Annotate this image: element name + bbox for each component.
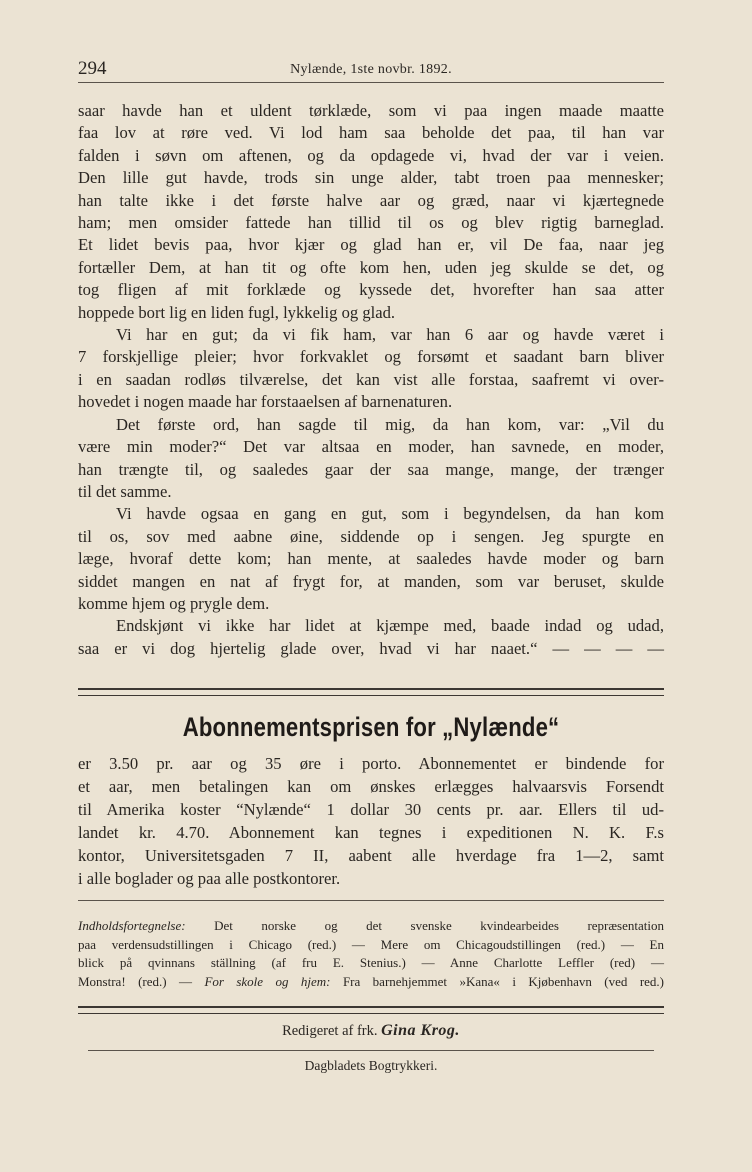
text-line: hoppede bort lig en liden fugl, lykkelig og glad. [78, 302, 396, 322]
contents-text: Det norske og det svenske kvindearbeides repræsentation [214, 918, 664, 933]
footer-divider [78, 1006, 664, 1014]
table-of-contents [78, 917, 664, 991]
editor-credit [78, 1022, 664, 1040]
text-line: saar havde han et uldent tørklæde, som vi paa ingen maade maatte [78, 101, 664, 120]
printer-divider [88, 1050, 654, 1051]
text-line: Vi har en gut; da vi fik ham, var han 6 aar og havde været i [116, 325, 664, 345]
contents-text: Fra barnehjemmet »Kana« i Kjøbenhavn (ved red.) [342, 973, 665, 989]
paragraph-5 [78, 615, 664, 660]
text-line: Et lidet bevis paa, hvor kjær og glad han er, vil De faa, naar jeg [78, 235, 664, 255]
text-line: til Amerika koster “Nylænde“ 1 dollar 30 cents pr. aar. Ellers til ud- [78, 800, 664, 819]
text-line: Endskjønt vi ikke har lidet at kjæmpe med, baade indad og udad, [116, 616, 664, 636]
text-line: være min moder?“ Det var altsaa en moder, han savnede, en moder, [78, 437, 664, 457]
paragraph-2 [78, 324, 664, 414]
page-header [78, 58, 664, 84]
contents-divider [78, 900, 664, 901]
text-line: han talte ikke i det første halve aar og græd, naar vi kjærtegnede [78, 190, 664, 210]
text-line: i alle boglader og paa alle postkontorer. [78, 869, 341, 888]
text-line: i en saadan rodløs tilværelse, det kan vist alle forstaa, saafremt vi over- [78, 369, 664, 389]
text-line: hovedet i nogen maade har forstaaelsen af barnenaturen. [78, 392, 453, 412]
subscription-title: Abonnementsprisen for „Nylænde“ [182, 712, 560, 742]
text-line: til os, sov med aabne øine, siddende op i sengen. Jeg spurgte en [78, 526, 664, 546]
running-head: Nylænde, 1ste novbr. 1892. [290, 62, 452, 77]
text-line: 7 forskjellige pleier; hvor forkvaklet og forsømt et saadant barn bliver [78, 347, 664, 367]
contents-text: paa verdensudstillingen i Chicago (red.) — Mere om Chicagoudstillingen (red.) — En [78, 936, 664, 952]
article-body [78, 100, 664, 660]
text-line: fortæller Dem, at han tit og ofte kom hen, uden jeg skulde se det, og [78, 257, 664, 277]
text-line: komme hjem og prygle dem. [78, 593, 270, 613]
text-line: Den lille gut havde, trods sin unge alder, tabt troen paa mennesker; [78, 168, 664, 188]
text-line: et aar, men betalingen kan om ønskes erlægges halvaarsvis Forsendt [78, 777, 664, 796]
text-line: landet kr. 4.70. Abonnement kan tegnes i expeditionen N. K. F.s [78, 823, 664, 842]
text-line: siddet mangen en nat af frygt for, at manden, som var beruset, skulde [78, 571, 664, 591]
text-line: læge, hvoraf dette kom; han mente, at saaledes havde moder og barn [78, 549, 664, 569]
text-line: Det første ord, han sagde til mig, da han kom, var: „Vil du [116, 414, 664, 434]
text-line: han trængte til, og saaledes gaar der saa mange, mange, der trænger [78, 459, 664, 479]
text-line: faa lov at røre ved. Vi lod ham saa beholde det paa, til han var [78, 123, 664, 143]
text-line: kontor, Universitetsgaden 7 II, aabent alle hverdage fra 1—2, samt [78, 846, 664, 865]
contents-label: Indholdsfortegnelse: [78, 918, 186, 933]
paragraph-1 [78, 100, 664, 324]
contents-text: Monstra! (red.) — [78, 973, 193, 989]
section-divider [78, 688, 664, 696]
text-line: saa er vi dog hjertelig glade over, hvad vi har naaet.“ — — — — [78, 638, 664, 658]
text-line: ham; men omsider fattede han tillid til os og blev rigtig barneglad. [78, 213, 664, 233]
text-line: falden i søvn om aftenen, og da opdagede vi, hvad der var i veien. [78, 145, 664, 165]
paragraph-4 [78, 503, 664, 615]
text-line: er 3.50 pr. aar og 35 øre i porto. Abonnementet er bindende for [78, 754, 664, 773]
text-line: tog fligen af mit forklæde og kyssede det, hvorefter han saa atter [78, 280, 664, 300]
paragraph-3 [78, 414, 664, 504]
editor-name: Gina Krog. [381, 1022, 460, 1039]
contents-section-label: For skole og hjem: [204, 973, 331, 989]
printer-credit: Dagbladets Bogtrykkeri. [304, 1058, 438, 1073]
text-line: til det samme. [78, 481, 172, 501]
page-number: 294 [78, 58, 107, 79]
header-rule [78, 82, 664, 83]
contents-text: blick på qvinnans ställning (af fru E. Stenius.) — Anne Charlotte Leffler (red) — [78, 955, 664, 971]
subscription-notice [78, 752, 664, 890]
editor-prefix: Redigeret af frk. [282, 1023, 378, 1039]
text-line: Vi havde ogsaa en gang en gut, som i begyndelsen, da han kom [116, 504, 664, 524]
